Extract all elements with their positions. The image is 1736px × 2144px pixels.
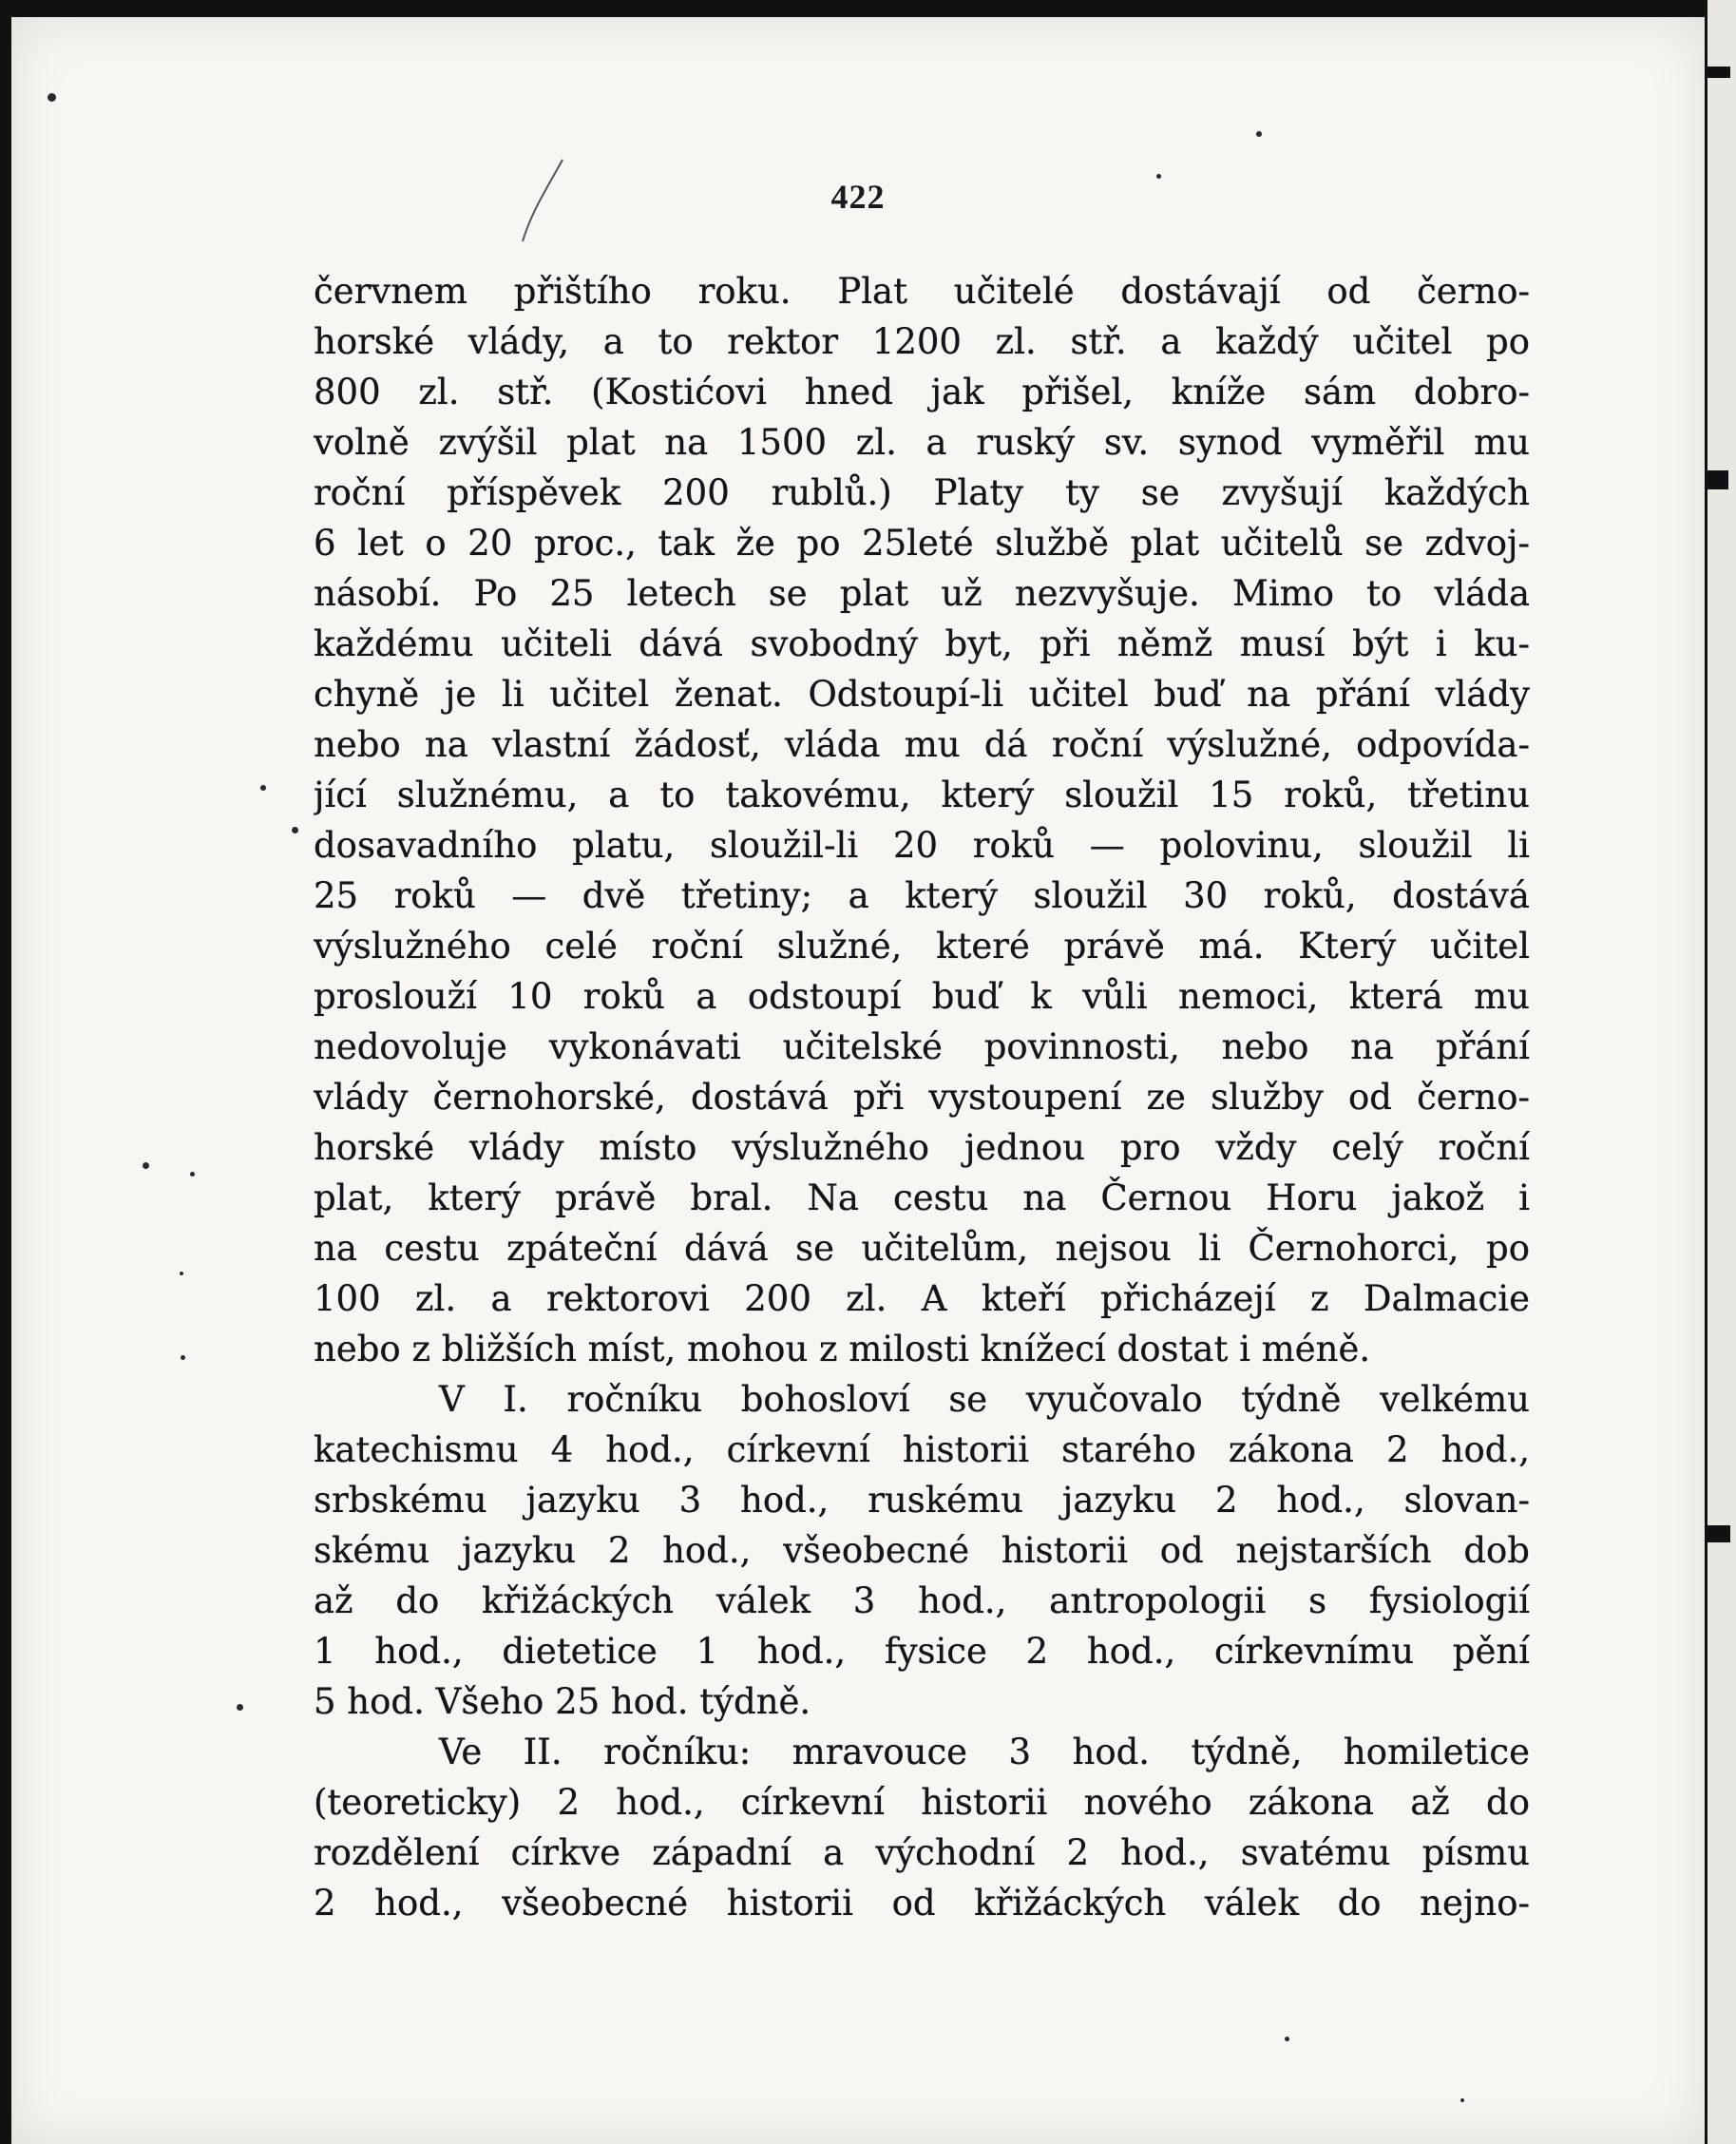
dust-speck	[143, 1162, 149, 1169]
page-edge	[1705, 0, 1736, 2144]
dust-speck	[180, 1272, 183, 1275]
text-line: vlády černohorské, dostává při vystoupení ze služby od černo-	[314, 1077, 1530, 1118]
text-line: nebo z bližších míst, mohou z milosti knížecí dostat i méně.	[314, 1329, 1371, 1369]
text-line: nedovoluje vykonávati učitelské povinnosti, nebo na přání	[314, 1026, 1530, 1067]
text-line: 2 hod., všeobecné historii od křižáckých válek do nejno-	[314, 1883, 1530, 1924]
dust-speck	[1156, 174, 1161, 179]
page-number: 422	[830, 178, 886, 216]
dust-speck	[292, 827, 298, 833]
text-line: výslužného celé roční služné, které právě má. Který učitel	[314, 926, 1530, 967]
dust-speck	[1285, 2037, 1289, 2041]
text-line: Ve II. ročníku: mravouce 3 hod. týdně, homiletice	[439, 1732, 1530, 1772]
dust-speck	[181, 1355, 185, 1360]
text-line: srbskému jazyku 3 hod., ruskému jazyku 2 hod., slovan-	[314, 1480, 1530, 1521]
dust-speck	[48, 93, 56, 102]
text-line: chyně je li učitel ženat. Odstoupí-li učitel buď na přání vlády	[314, 674, 1530, 715]
text-line: horské vlády místo výslužného jednou pro vždy celý roční	[314, 1127, 1530, 1168]
body-text	[314, 266, 1530, 1928]
edge-mark	[1707, 67, 1730, 78]
book-page	[11, 17, 1705, 2144]
text-line: až do křižáckých válek 3 hod., antropologii s fysiologií	[314, 1580, 1530, 1621]
text-line: 100 zl. a rektorovi 200 zl. A kteří přicházejí z Dalmacie	[314, 1278, 1530, 1319]
dust-speck	[237, 1704, 243, 1711]
edge-mark	[1707, 1525, 1730, 1542]
text-line: katechismu 4 hod., církevní historii starého zákona 2 hod.,	[314, 1429, 1530, 1470]
text-line: horské vlády, a to rektor 1200 zl. stř. a každý učitel po	[314, 321, 1530, 362]
text-line: skému jazyku 2 hod., všeobecné historii od nejstarších dob	[314, 1530, 1530, 1571]
dust-speck	[1460, 2098, 1464, 2102]
text-line: červnem přištího roku. Plat učitelé dostávají od černo-	[314, 271, 1530, 312]
text-line: každému učiteli dává svobodný byt, při němž musí být i ku-	[314, 623, 1530, 664]
dust-speck	[260, 785, 266, 791]
text-line: rozdělení církve západní a východní 2 hod., svatému písmu	[314, 1832, 1530, 1873]
dust-speck	[190, 1172, 195, 1177]
text-line: nebo na vlastní žádosť, vláda mu dá roční výslužné, odpovída-	[314, 724, 1530, 765]
text-line: proslouží 10 roků a odstoupí buď k vůli nemoci, která mu	[314, 976, 1530, 1017]
text-line: volně zvýšil plat na 1500 zl. a ruský sv. synod vyměřil mu	[314, 422, 1530, 463]
text-line: 6 let o 20 proc., tak že po 25leté službě plat učitelů se zdvoj-	[314, 523, 1530, 564]
text-line: jící služnému, a to takovému, který sloužil 15 roků, třetinu	[314, 775, 1530, 815]
text-line: násobí. Po 25 letech se plat už nezvyšuje. Mimo to vláda	[314, 573, 1530, 614]
edge-mark	[1707, 470, 1728, 489]
text-line: roční příspěvek 200 rublů.) Platy ty se zvyšují každých	[314, 472, 1530, 513]
text-line: 5 hod. Všeho 25 hod. týdně.	[314, 1681, 811, 1722]
text-line: 25 roků — dvě třetiny; a který sloužil 30 roků, dostává	[314, 875, 1530, 916]
text-line: 800 zl. stř. (Kostićovi hned jak přišel, kníže sám dobro-	[314, 372, 1530, 412]
text-line: 1 hod., dietetice 1 hod., fysice 2 hod., církevnímu pění	[314, 1631, 1530, 1672]
text-line: plat, který právě bral. Na cestu na Černou Horu jakož i	[314, 1177, 1530, 1218]
text-line: (teoreticky) 2 hod., církevní historii nového zákona až do	[314, 1782, 1530, 1823]
text-line: dosavadního platu, sloužil-li 20 roků — polovinu, sloužil li	[314, 825, 1530, 866]
dust-speck	[1256, 131, 1262, 137]
text-line: na cestu zpáteční dává se učitelům, nejsou li Černohorci, po	[314, 1228, 1530, 1269]
text-line: V I. ročníku bohosloví se vyučovalo týdně velkému	[439, 1379, 1530, 1420]
